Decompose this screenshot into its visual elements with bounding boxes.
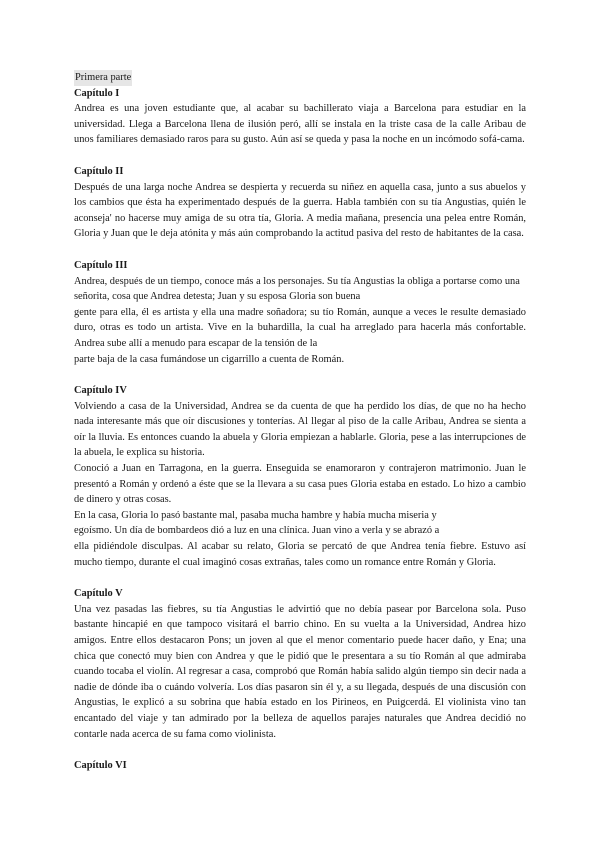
chapter-title: Capítulo II — [74, 165, 124, 177]
chapter-paragraph: Una vez pasadas las fiebres, su tía Angustias le advirtió que no debía pasear por Barcelona sola. Puso bastante hincapié en que tampoco visitará el barrio chino. En su vuelta a la Universidad, Andrea hizo amigos. Entre ellos destacaron Pons; un joven al que el menor comentario puede hacer daño, y Ena; una chica que conectó muy bien con Andrea y que le pidió que le presentara a su tío Román al que admiraba cuando tocaba el violín. Al regresar a casa, comprobó que Román había salido algún tiempo sin decir nada a nadie de dónde iba o cuándo volvería. Los días pasaron sin él y, a su llegada, después de una discusión con Angustias, le explicó a su sobrina que había estado en los Pirineos, en Puigcerdá. El violinista vino tan encantado del viaje y tan admirado por la belleza de aquellos parajes naturales que Andrea decidió no contarle nada acerca de su fama como violinista. — [74, 603, 526, 740]
chapter-title: Capítulo IV — [74, 385, 127, 397]
chapter-title: Capítulo V — [74, 588, 123, 600]
chapter-paragraph: Conoció a Juan en Tarragona, en la guerra. Enseguida se enamoraron y contrajeron matrimonio. Juan le presentó a Román y ordenó a éste que se la llevara a su casa pues Gloria estaba en estado. Lo hizo a cambio de dinero y otras cosas. — [74, 463, 526, 506]
chapter — [74, 383, 526, 570]
chapter — [74, 758, 526, 774]
chapter-title: Capítulo III — [74, 259, 128, 271]
document-page — [74, 70, 526, 790]
chapter — [74, 258, 526, 367]
chapter-title: Capítulo VI — [74, 760, 127, 772]
chapter-paragraph: Andrea, después de un tiempo, conoce más a los personajes. Su tía Angustias la obliga a portarse como una señorita, cosa que Andrea detesta; Juan y su esposa Gloria son buena — [74, 275, 520, 303]
chapter-paragraph: egoísmo. Un día de bombardeos dió a luz en una clínica. Juan vino a verla y se abrazó a — [74, 525, 440, 537]
chapter-paragraph: Volviendo a casa de la Universidad, Andrea se da cuenta de que ha perdido los días, de que no ha hecho nada interesante más que oír discusiones y tonterías. Al llegar al piso de la calle Aribau, Andrea se sienta a oír la lluvia. Es entonces cuando la abuela y Gloria empiezan a hablarle. Gloria, pese a las interrupciones de la abuela, le explica su historia. — [74, 400, 526, 459]
chapter-paragraph: parte baja de la casa fumándose un cigarrillo a cuenta de Román. — [74, 353, 345, 365]
part-title: Primera parte — [74, 70, 132, 86]
part-title-line — [74, 70, 526, 86]
chapter-paragraph: Andrea es una joven estudiante que, al acabar su bachillerato viaja a Barcelona para estudiar en la universidad. Llega a Barcelona llena de ilusión peró, allí se instala en la triste casa de la calle Aribau de unos familiares demasiado raros para su gusto. Aún así se queda y pasa la noche en un incómodo sofá-cama. — [74, 103, 526, 146]
chapter — [74, 86, 526, 148]
chapter-paragraph: Después de una larga noche Andrea se despierta y recuerda su niñez en aquella casa, junto a sus abuelos y los cambios que ésta ha experimentado después de la guerra. Habla también con su tía Angustias, quién le aconseja' no hacerse muy amiga de su otra tía, Gloria. A media mañana, presencia una pelea entre Román, Gloria y Juan que le deja atónita y más aún comprobando la actitud pasiva del resto de habitantes de la casa. — [74, 181, 526, 240]
chapter-paragraph: gente para ella, él es artista y ella una madre soñadora; su tío Román, aunque a veces le resulte demasiado duro, otras es todo un artista. Vive en la buhardilla, la cual ha arreglado para hacerla más confortable. Andrea sube allí a menudo para escapar de la tensión de la — [74, 306, 526, 349]
chapter-paragraph: ella pidiéndole disculpas. Al acabar su relato, Gloria se percató de que Andrea tenía fiebre. Estuvo así mucho tiempo, durante el cual imaginó cosas extrañas, tales como un romance entre Román y Gloria. — [74, 541, 526, 568]
chapter — [74, 586, 526, 742]
chapter-title: Capítulo I — [74, 87, 120, 99]
chapter-paragraph: En la casa, Gloria lo pasó bastante mal, pasaba mucha hambre y había mucha miseria y — [74, 509, 437, 521]
chapter — [74, 164, 526, 242]
